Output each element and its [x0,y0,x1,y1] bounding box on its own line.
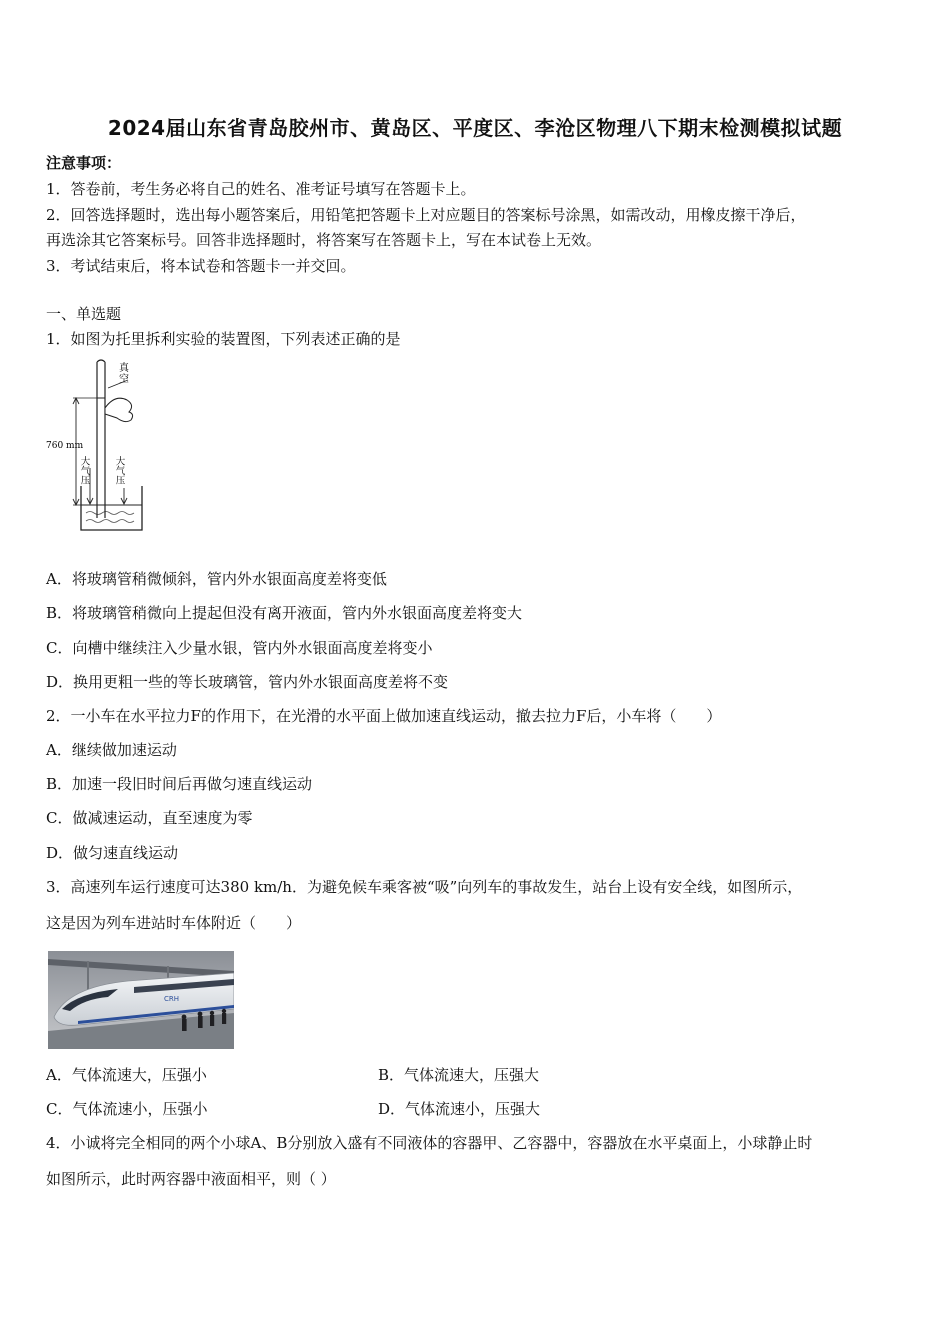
vacuum-char: 空 [119,374,129,385]
q1-stem: 1．如图为托里拆利实验的装置图，下列表述正确的是 [46,330,401,348]
glass-tube [97,360,105,518]
left-pressure-label: 大气压 [78,456,90,485]
torricelli-figure [46,358,156,538]
q3-option-a: A．气体流速大，压强小 [46,1066,207,1084]
q3-option-c: C．气体流速小，压强小 [46,1100,208,1118]
q1-option-c: C．向槽中继续注入少量水银，管内外水银面高度差将变小 [46,639,433,657]
notice-item: 2．回答选择题时，选出每小题答案后，用铅笔把答题卡上对应题目的答案标号涂黑，如需改动，用橡皮擦干净后， [46,206,806,224]
notice-item: 3．考试结束后，将本试卷和答题卡一并交回。 [46,257,356,275]
section-heading: 一、单选题 [46,305,122,323]
q2-option-d: D．做匀速直线运动 [46,844,179,862]
notice-item: 再选涂其它答案标号。回答非选择题时，将答案写在答题卡上，写在本试卷上无效。 [46,231,602,249]
q1-option-d: D．换用更粗一些的等长玻璃管，管内外水银面高度差将不变 [46,673,449,691]
q3-option-d: D．气体流速小，压强大 [378,1100,541,1118]
vacuum-label [119,361,130,385]
hand-icon [105,398,133,421]
vacuum-char: 真 [119,363,129,374]
q2-stem: 2．一小车在水平拉力F的作用下，在光滑的水平面上做加速直线运动，撤去拉力F后，小车将（ ） [46,707,722,725]
q3-stem-line1: 3．高速列车运行速度可达380 km/h．为避免候车乘客被“吸”向列车的事故发生，站台上设有安全线，如图所示， [46,878,803,896]
q2-option-c: C．做减速运动，直至速度为零 [46,809,253,827]
height-label: 760 mm [46,441,84,451]
q1-option-b: B．将玻璃管稍微向上提起但没有离开液面，管内外水银面高度差将变大 [46,604,523,622]
train-logo: CRH [164,995,180,1003]
q4-stem-line1: 4．小诚将完全相同的两个小球A、B分别放入盛有不同液体的容器甲、乙容器中，容器放在水平桌面上，小球静止时 [46,1134,813,1152]
q2-option-b: B．加速一段旧时间后再做匀速直线运动 [46,775,313,793]
page-title: 2024届山东省青岛胶州市、黄岛区、平度区、李沧区物理八下期末检测模拟试题 [107,116,843,140]
q3-option-b: B．气体流速大，压强大 [378,1066,540,1084]
notice-item: 1．答卷前，考生务必将自己的姓名、准考证号填写在答题卡上。 [46,180,476,198]
right-pressure-label: 大气压 [113,456,125,485]
q4-stem-line2: 如图所示，此时两容器中液面相平，则（ ） [46,1170,336,1188]
q3-stem-line2: 这是因为列车进站时车体附近（ ） [46,914,302,932]
q1-option-a: A．将玻璃管稍微倾斜，管内外水银面高度差将变低 [46,570,387,588]
notice-heading: 注意事项： [46,154,122,172]
q2-option-a: A．继续做加速运动 [46,741,177,759]
high-speed-train-photo [48,951,234,1049]
